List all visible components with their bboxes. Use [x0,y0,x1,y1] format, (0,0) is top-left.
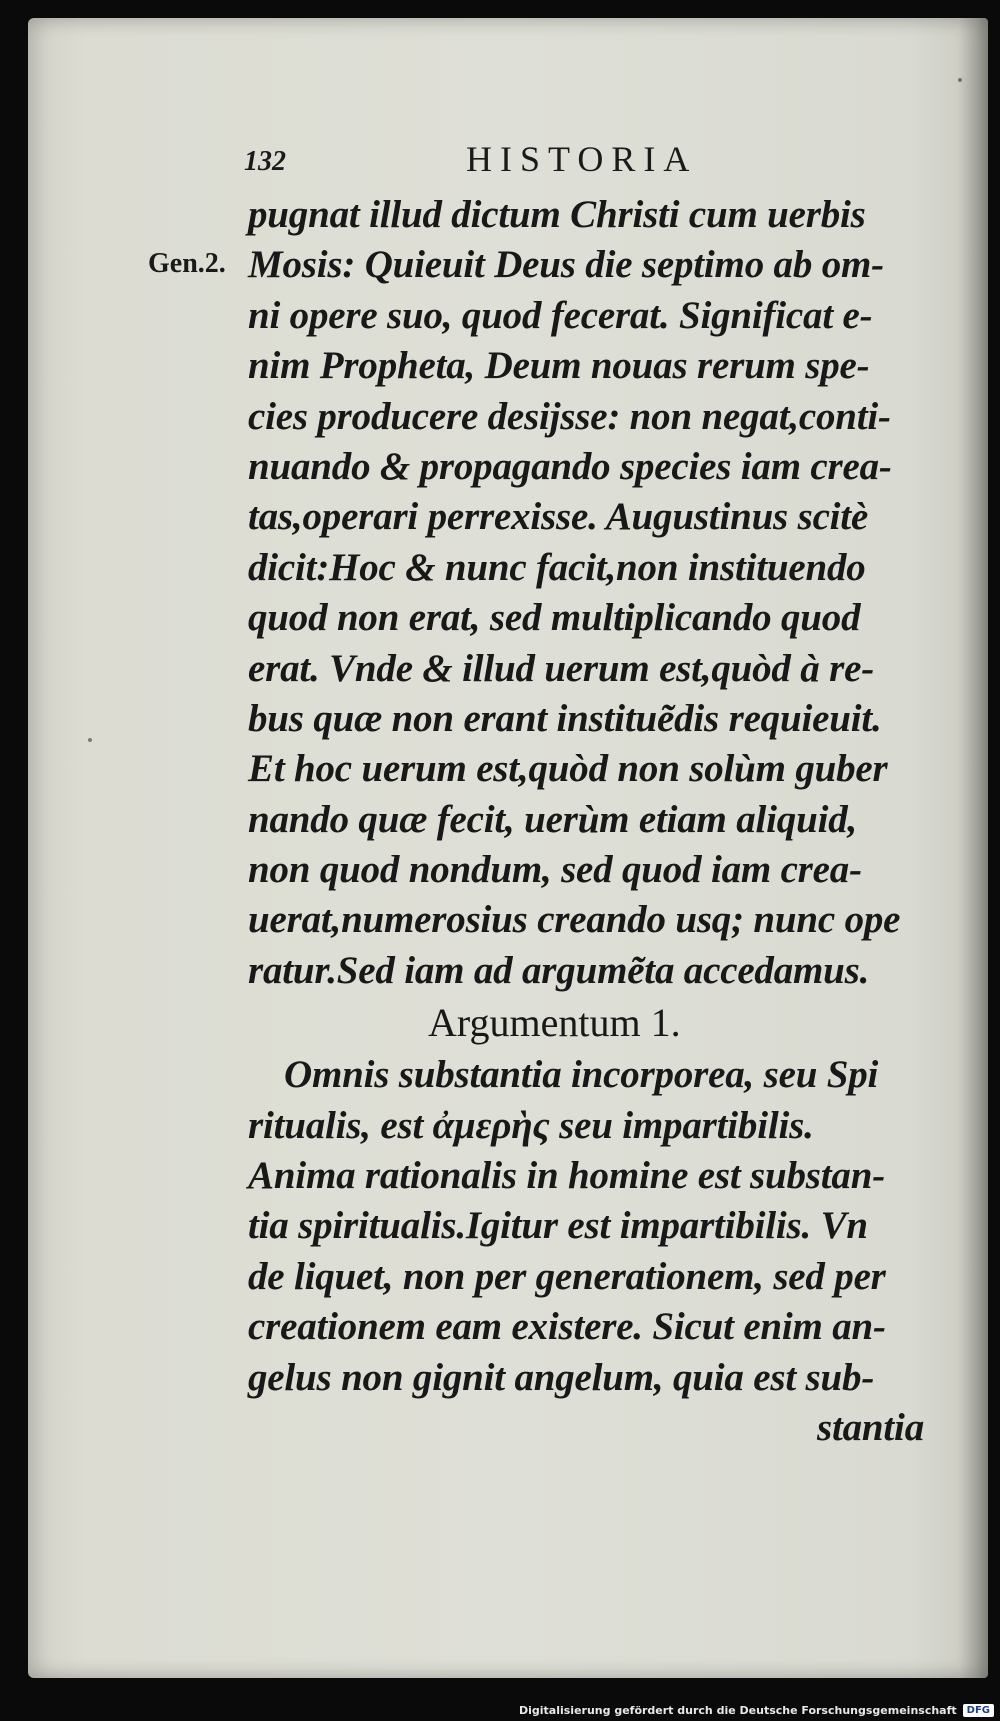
paper-speck [958,78,962,82]
dfg-logo-icon: DFG [963,1704,994,1717]
text-line: Et hoc uerum est,quòd non solùm guber [248,747,888,791]
text-line: pugnat illud dictum Christi cum uerbis [248,193,866,236]
page-number: 132 [244,146,286,177]
paper-speck [88,738,92,742]
text-line: dicit:Hoc & nunc facit,non instituendo [248,545,866,589]
text-line: ritualis, est ἀμερὴς seu impartibilis. [248,1103,814,1147]
page-edge-shadow [958,18,988,1678]
digitization-footer [519,1704,994,1717]
text-line: ni opere suo, quod fecerat. Significat e- [248,293,873,337]
funding-credit: Digitalisierung gefördert durch die Deutsche Forschungsgemeinschaft [518,1704,957,1717]
text-line: tia spiritualis.Igitur est impartibilis. Vn [248,1204,868,1248]
text-line: non quod nondum, sed quod iam crea- [248,848,862,892]
text-line: uerat,numerosius creando usq; nunc ope [248,898,901,942]
text-line: Omnis substantia incorporea, seu Spi [284,1053,879,1097]
running-title: HISTORIA [466,139,698,179]
text-line: nando quæ fecit, uerùm etiam aliquid, [248,797,858,841]
body-text [248,190,948,1453]
text-line: creationem eam existere. Sicut enim an- [248,1305,886,1349]
text-line: ratur.Sed iam ad argumẽta accedamus. [248,948,870,992]
text-line: nuando & propagando species iam crea- [248,444,892,488]
text-line: quod non erat, sed multiplicando quod [248,596,861,640]
text-line: Anima rationalis in homine est substan- [248,1154,885,1198]
text-line: cies producere desijsse: non negat,conti- [248,394,891,438]
section-heading: Argumentum 1. [428,1000,681,1046]
text-line: nim Propheta, Deum nouas rerum spe- [248,344,870,388]
page-header [244,138,754,184]
text-line: gelus non gignit angelum, quia est sub- [248,1355,875,1399]
text-line: erat. Vnde & illud uerum est,quòd à re- [248,646,875,690]
text-line: de liquet, non per generationem, sed per [248,1254,886,1298]
catchword: stantia [817,1405,924,1449]
text-line: bus quæ non erant instituẽdis requieuit. [248,696,882,740]
margin-note: Gen.2. [148,248,226,279]
text-line: Mosis: Quieuit Deus die septimo ab om- [248,243,884,287]
text-line: tas,operari perrexisse. Augustinus scitè [248,495,869,539]
